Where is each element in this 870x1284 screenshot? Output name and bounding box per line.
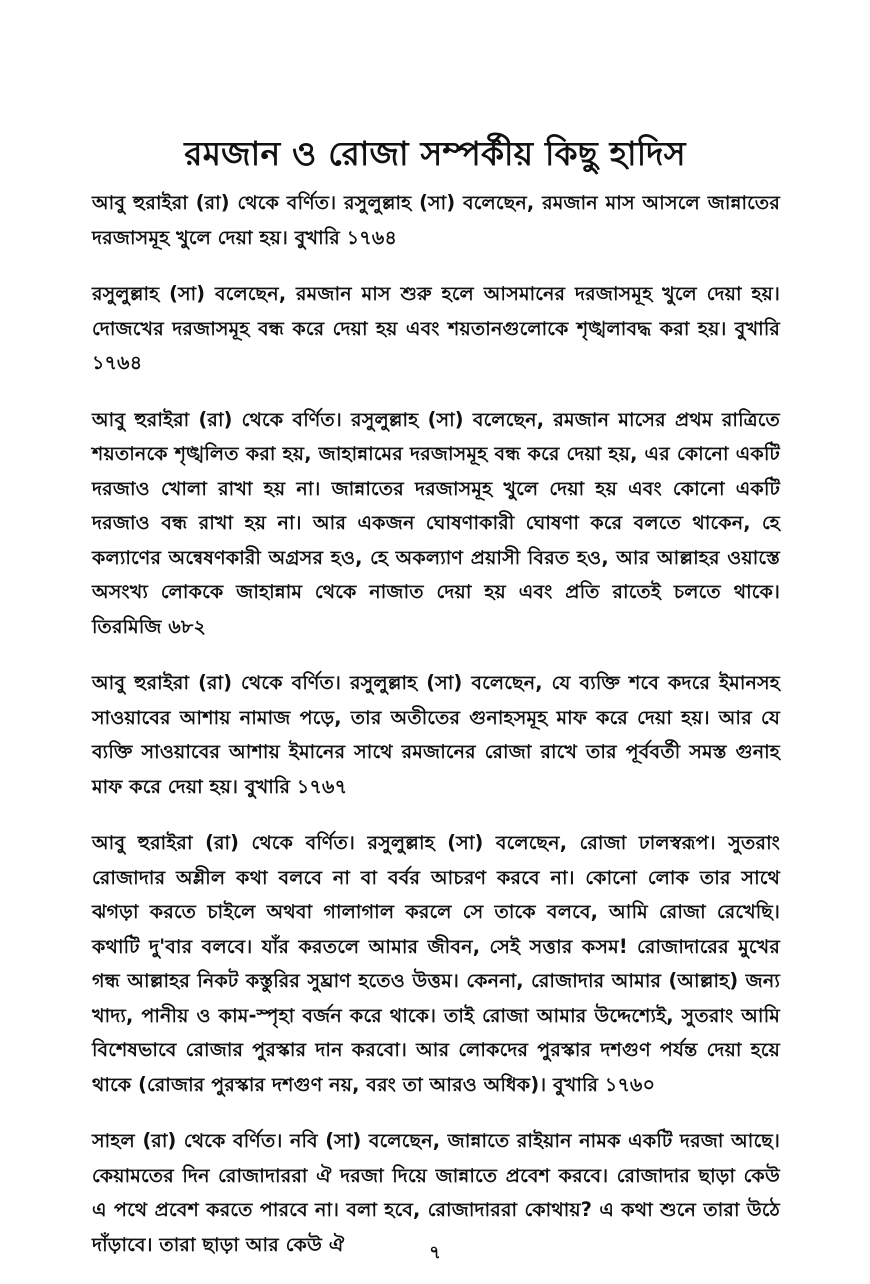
hadith-paragraph-2: রসুলুল্লাহ (সা) বলেছেন, রমজান মাস শুরু হলে আসমানের দরজাসমূহ খুলে দেয়া হয়। দোজখের দরজাসমূহ বন্ধ করে দেয়া হয় এবং শয়তানগুলোকে শৃঙ্খলাবদ্ধ করা হয়। বুখারি ১৭৬৪	[92, 282, 780, 374]
hadith-paragraph-1: আবু হুরাইরা (রা) থেকে বর্ণিত। রসুলুল্লাহ (সা) বলেছেন, রমজান মাস আসলে জান্নাতের দরজাসমূহ খুলে দেয়া হয়। বুখারি ১৭৬৪	[92, 191, 780, 249]
hadith-paragraph-6: সাহল (রা) থেকে বর্ণিত। নবি (সা) বলেছেন, জান্নাতে রাইয়ান নামক একটি দরজা আছে। কেয়ামতের দিন রোজাদাররা ঐ দরজা দিয়ে জান্নাতে প্রবেশ করবে। রোজাদার ছাড়া কেউ এ পথে প্রবেশ করতে পারবে না। বলা হবে, রোজাদাররা কোথায়? এ কথা শুনে তারা উঠে দাঁড়াবে। তারা ছাড়া আর কেউ ঐ	[92, 1129, 780, 1256]
hadith-body	[92, 186, 780, 1284]
page-number: ৭	[429, 1242, 441, 1263]
hadith-paragraph-4: আবু হুরাইরা (রা) থেকে বর্ণিত। রসুলুল্লাহ (সা) বলেছেন, যে ব্যক্তি শবে কদরে ইমানসহ সাওয়াবের আশায় নামাজ পড়ে, তার অতীতের গুনাহসমূহ মাফ করে দেয়া হয়। আর যে ব্যক্তি সাওয়াবের আশায় ইমানের সাথে রমজানের রোজা রাখে তার পূর্ববর্তী সমস্ত গুনাহ মাফ করে দেয়া হয়। বুখারি ১৭৬৭	[92, 671, 780, 798]
hadith-paragraph-5: আবু হুরাইরা (রা) থেকে বর্ণিত। রসুলুল্লাহ (সা) বলেছেন, রোজা ঢালস্বরূপ। সুতরাং রোজাদার অশ্লীল কথা বলবে না বা বর্বর আচরণ করবে না। কোনো লোক তার সাথে ঝগড়া করতে চাইলে অথবা গালাগাল করলে সে তাকে বলবে, আমি রোজা রেখেছি। কথাটি দু'বার বলবে। যাঁর করতলে আমার জীবন, সেই সত্তার কসম! রোজাদারের মুখের গন্ধ আল্লাহর নিকট কস্তুরির সুঘ্রাণ হতেও উত্তম। কেননা, রোজাদার আমার (আল্লাহ) জন্য খাদ্য, পানীয় ও কাম-স্পৃহা বর্জন করে থাকে। তাই রোজা আমার উদ্দেশ্যেই, সুতরাং আমি বিশেষভাবে রোজার পুরস্কার দান করবো। আর লোকদের পুরস্কার দশগুণ পর্যন্ত দেয়া হয়ে থাকে (রোজার পুরস্কার দশগুণ নয়, বরং তা আরও অধিক)। বুখারি ১৭৬০	[92, 831, 780, 1096]
hadith-paragraph-3: আবু হুরাইরা (রা) থেকে বর্ণিত। রসুলুল্লাহ (সা) বলেছেন, রমজান মাসের প্রথম রাত্রিতে শয়তানকে শৃঙ্খলিত করা হয়, জাহান্নামের দরজাসমূহ বন্ধ করে দেয়া হয়, এর কোনো একটি দরজাও খোলা রাখা হয় না। জান্নাতের দরজাসমূহ খুলে দেয়া হয় এবং কোনো একটি দরজাও বন্ধ রাখা হয় না। আর একজন ঘোষণাকারী ঘোষণা করে বলতে থাকেন, হে কল্যাণের অন্বেষণকারী অগ্রসর হও, হে অকল্যাণ প্রয়াসী বিরত হও, আর আল্লাহর ওয়াস্তে অসংখ্য লোককে জাহান্নাম থেকে নাজাত দেয়া হয় এবং প্রতি রাতেই চলতে থাকে। তিরমিজি ৬৮২	[92, 407, 780, 638]
page-title: রমজান ও রোজা সম্পর্কীয় কিছু হাদিস	[184, 134, 686, 174]
